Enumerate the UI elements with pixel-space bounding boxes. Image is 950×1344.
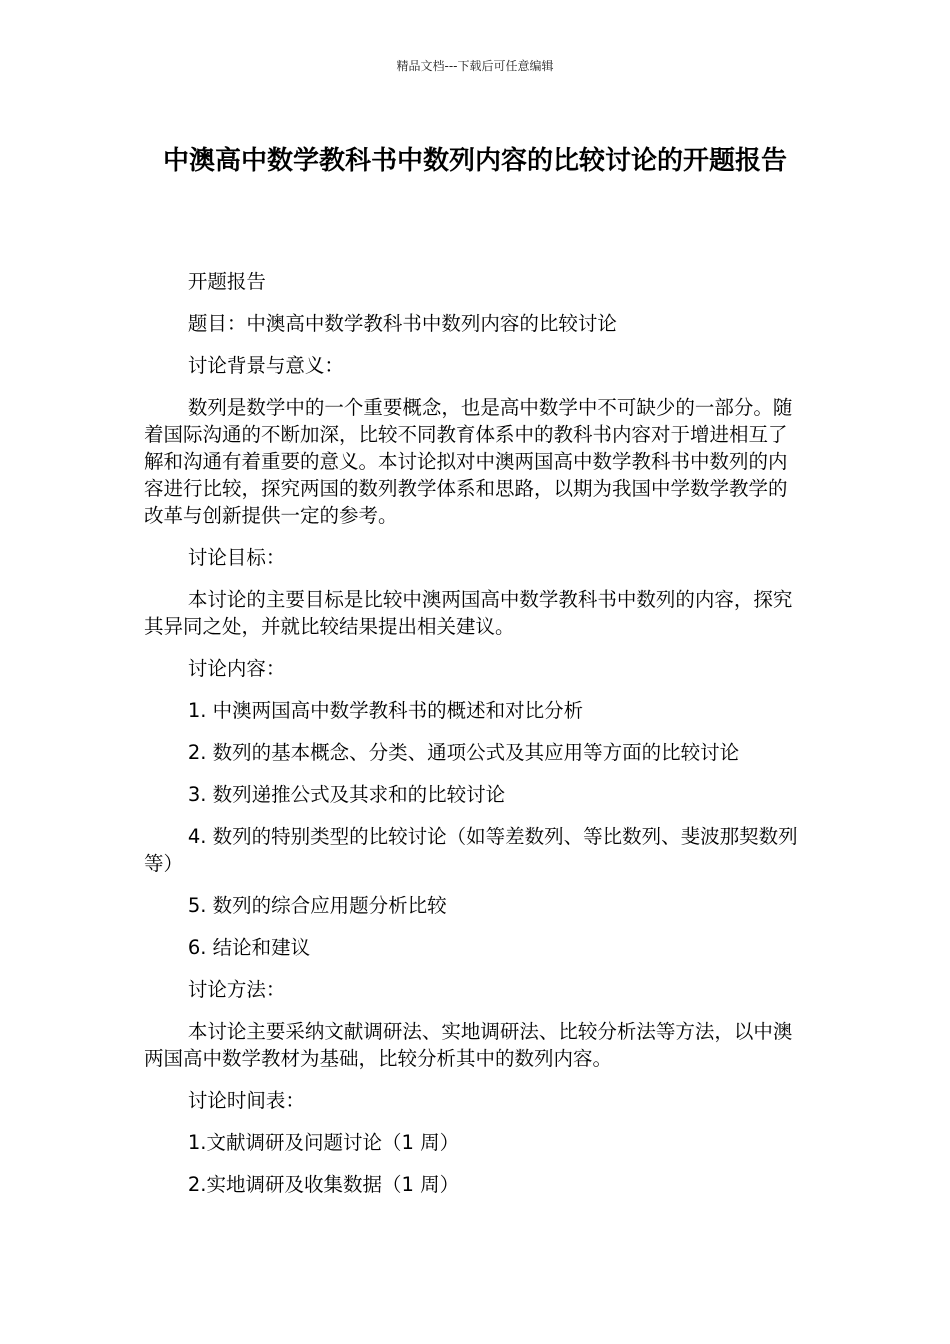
paragraph-topic: 题目：中澳高中数学教科书中数列内容的比较讨论 <box>187 312 617 335</box>
document-body <box>144 268 806 1213</box>
page-header: 精品文档---下载后可任意编辑 <box>396 59 554 73</box>
content-item-6: 6. 结论和建议 <box>187 936 311 959</box>
content-item-3: 3. 数列递推公式及其求和的比较讨论 <box>187 783 506 806</box>
heading-methods: 讨论方法： <box>187 978 286 1001</box>
document-title: 中澳高中数学教科书中数列内容的比较讨论的开题报告 <box>162 146 787 176</box>
content-item-4: 4. 数列的特别类型的比较讨论（如等差数列、等比数列、斐波那契数列等） <box>144 825 798 875</box>
content-item-1: 1. 中澳两国高中数学教科书的概述和对比分析 <box>187 699 584 722</box>
content-item-5: 5. 数列的综合应用题分析比较 <box>187 894 447 917</box>
heading-goals: 讨论目标： <box>187 546 286 569</box>
paragraph-goals: 本讨论的主要目标是比较中澳两国高中数学教科书中数列的内容，探究其异同之处，并就比较结果提出相关建议。 <box>144 588 793 638</box>
schedule-item-2: 2.实地调研及收集数据（1 周） <box>187 1173 460 1196</box>
paragraph-background: 数列是数学中的一个重要概念，也是高中数学中不可缺少的一部分。随着国际沟通的不断加深，比较不同教育体系中的教科书内容对于增进相互了解和沟通有着重要的意义。本讨论拟对中澳两国高中数学教科书中数列的内容进行比较，探究两国的数列教学体系和思路，以期为我国中学数学教学的改革与创新提供一定的参考。 <box>144 396 793 527</box>
heading-content: 讨论内容： <box>187 657 286 680</box>
schedule-item-1: 1.文献调研及问题讨论（1 周） <box>187 1131 460 1154</box>
content-item-2: 2. 数列的基本概念、分类、通项公式及其应用等方面的比较讨论 <box>187 741 740 764</box>
paragraph-methods: 本讨论主要采纳文献调研法、实地调研法、比较分析法等方法，以中澳两国高中数学教材为基础，比较分析其中的数列内容。 <box>144 1020 793 1070</box>
heading-background: 讨论背景与意义： <box>187 354 344 377</box>
paragraph-report-label: 开题报告 <box>187 270 266 293</box>
heading-schedule: 讨论时间表： <box>187 1089 305 1112</box>
